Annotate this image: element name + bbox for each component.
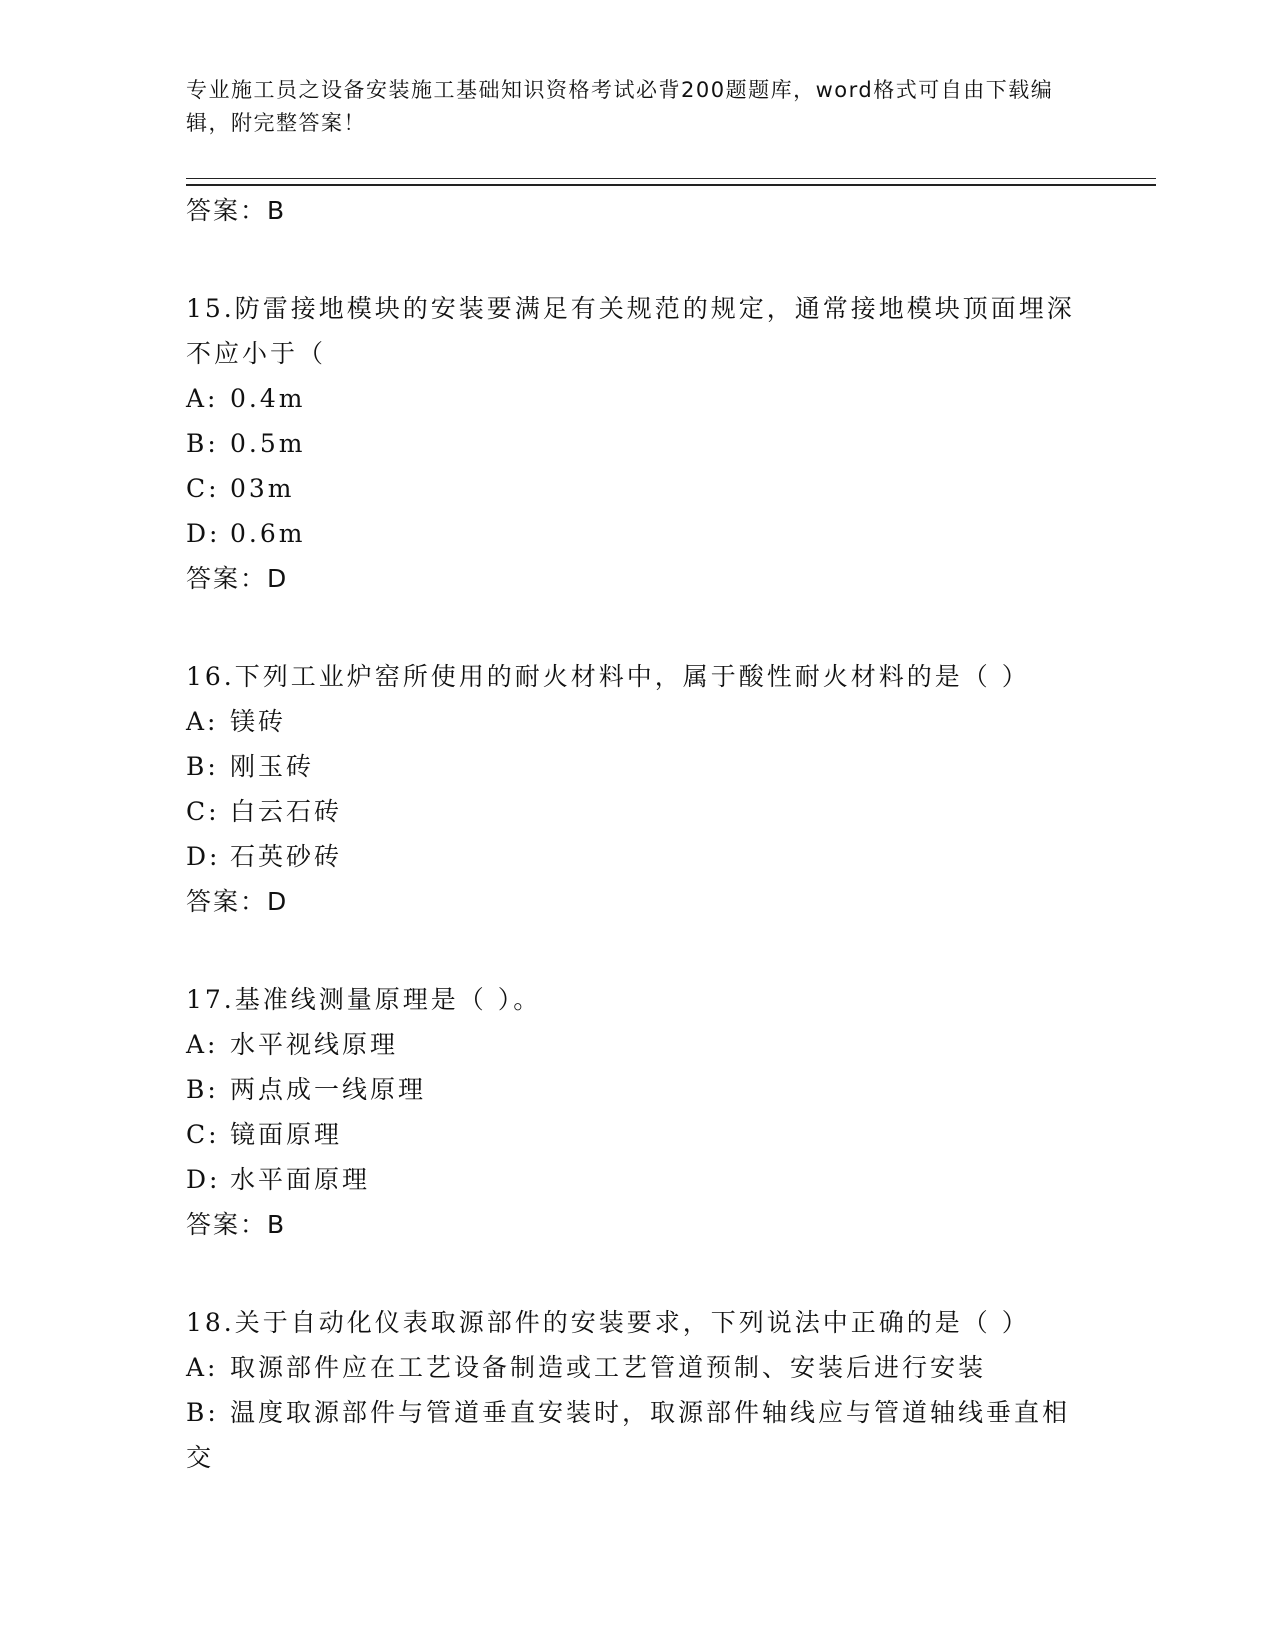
option-a (186, 376, 1086, 421)
page-header: 专业施工员之设备安装施工基础知识资格考试必背200题题库，word格式可自由下载编辑，附完整答案！ (186, 78, 1054, 135)
document-body (186, 188, 1086, 1480)
answer-line: 答案：D (186, 564, 289, 593)
header-divider (186, 178, 1156, 186)
option-a (186, 1022, 1086, 1067)
option-d (186, 1157, 1086, 1202)
option-text: 石英砂砖 (230, 842, 343, 871)
option-letter: B: (186, 1398, 219, 1427)
option-text: 温度取源部件与管道垂直安装时，取源部件轴线应与管道轴线垂直相交 (186, 1398, 1071, 1472)
question-18 (186, 1300, 1086, 1480)
option-letter: B: (186, 429, 219, 458)
option-letter: C: (186, 1120, 220, 1149)
option-letter: A: (186, 1030, 219, 1059)
option-text: 0.6m (230, 519, 306, 548)
question-16 (186, 654, 1086, 925)
option-a (186, 699, 1086, 744)
question-text: 15.防雷接地模块的安装要满足有关规范的规定，通常接地模块顶面埋深不应小于（ (186, 294, 1075, 368)
option-d (186, 511, 1086, 556)
option-letter: D: (186, 519, 221, 548)
option-letter: D: (186, 842, 221, 871)
option-letter: D: (186, 1165, 221, 1194)
option-text: 两点成一线原理 (230, 1075, 427, 1104)
answer-line: 答案：D (186, 887, 289, 916)
option-b (186, 1067, 1086, 1112)
option-text: 03m (230, 474, 295, 503)
option-text: 0.4m (230, 384, 306, 413)
option-text: 水平面原理 (230, 1165, 371, 1194)
option-text: 0.5m (230, 429, 306, 458)
option-letter: A: (186, 384, 219, 413)
option-text: 刚玉砖 (230, 752, 315, 781)
question-15 (186, 286, 1086, 602)
option-letter: B: (186, 752, 219, 781)
option-c (186, 1112, 1086, 1157)
option-letter: A: (186, 1353, 219, 1382)
option-text: 取源部件应在工艺设备制造或工艺管道预制、安装后进行安装 (230, 1353, 987, 1382)
option-b (186, 1390, 1076, 1480)
option-letter: C: (186, 797, 220, 826)
option-c (186, 789, 1086, 834)
option-letter: A: (186, 707, 219, 736)
option-b (186, 421, 1086, 466)
answer-line: 答案：B (186, 196, 287, 225)
question-17 (186, 977, 1086, 1248)
option-text: 镜面原理 (230, 1120, 343, 1149)
option-text: 水平视线原理 (230, 1030, 399, 1059)
answer-line: 答案：B (186, 1210, 287, 1239)
question-text: 17.基准线测量原理是（ ）。 (186, 985, 542, 1014)
option-b (186, 744, 1086, 789)
option-c (186, 466, 1086, 511)
option-a (186, 1345, 1086, 1390)
option-letter: C: (186, 474, 220, 503)
question-text: 16.下列工业炉窑所使用的耐火材料中，属于酸性耐火材料的是（ ） (186, 662, 1030, 691)
option-d (186, 834, 1086, 879)
question-text: 18.关于自动化仪表取源部件的安装要求，下列说法中正确的是（ ） (186, 1308, 1030, 1337)
option-letter: B: (186, 1075, 219, 1104)
option-text: 镁砖 (230, 707, 287, 736)
option-text: 白云石砖 (230, 797, 343, 826)
